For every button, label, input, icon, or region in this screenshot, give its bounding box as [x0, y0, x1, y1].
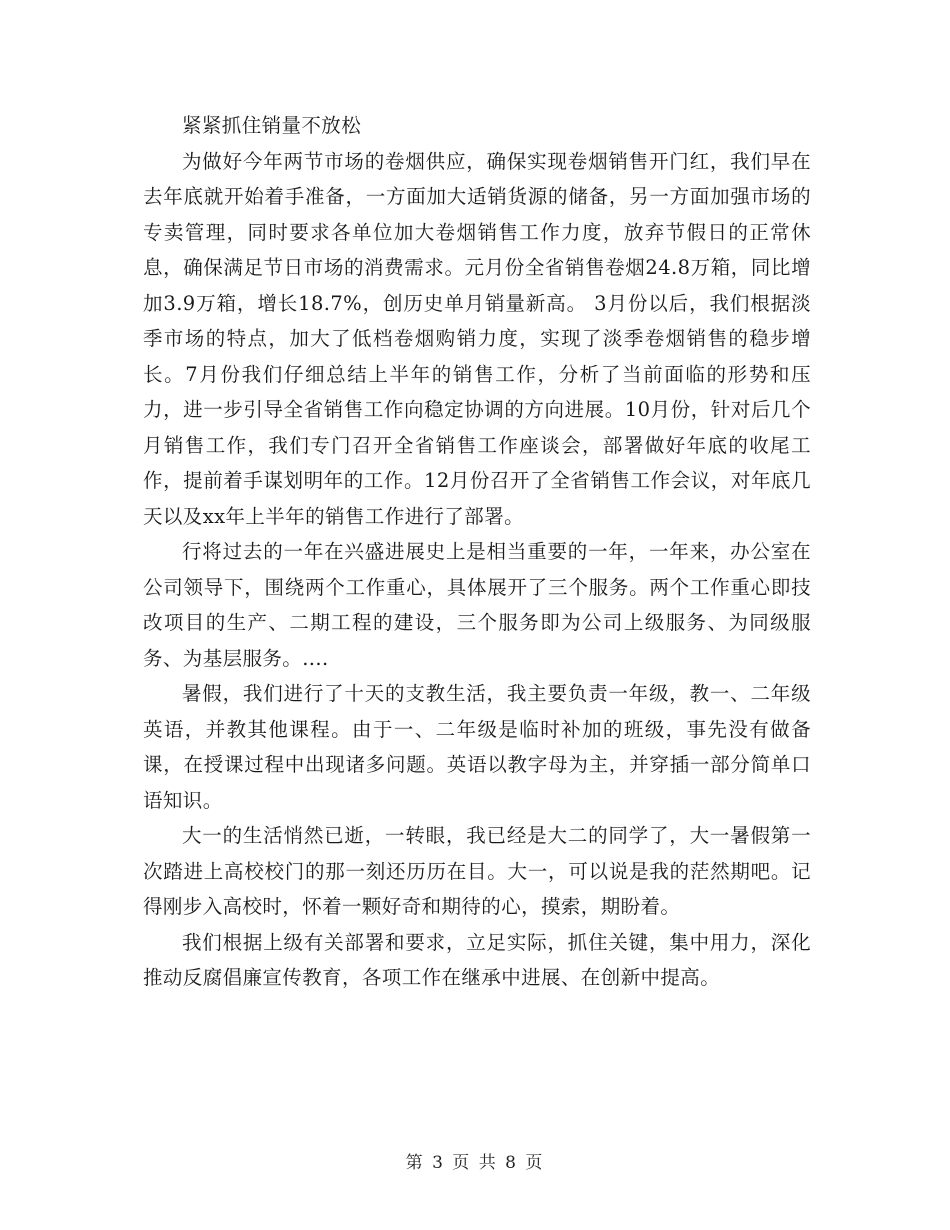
paragraph: 我们根据上级有关部署和要求，立足实际，抓住关键，集中用力，深化推动反腐倡廉宣传教育，各项工作在继承中进展、在创新中提高。 [143, 930, 811, 989]
paragraph: 大一的生活悄然已逝，一转眼，我已经是大二的同学了，大一暑假第一次踏进上高校校门的那一刻还历历在目。大一，可以说是我的茫然期吧。记得刚步入高校时，怀着一颗好奇和期待的心，摸索，期盼着。 [143, 824, 811, 918]
page-number-footer: 第 3 页 共 8 页 [405, 1153, 545, 1173]
paragraph: 暑假，我们进行了十天的支教生活，我主要负责一年级，教一、二年级英语，并教其他课程。由于一、二年级是临时补加的班级，事先没有做备课，在授课过程中出现诸多问题。英语以教字母为主，并穿插一部分简单口语知识。 [143, 682, 811, 812]
section-heading: 紧紧抓住销量不放松 [182, 114, 362, 137]
document-body [143, 108, 811, 996]
paragraph: 为做好今年两节市场的卷烟供应，确保实现卷烟销售开门红，我们早在去年底就开始着手准备，一方面加大适销货源的储备，另一方面加强市场的专卖管理，同时要求各单位加大卷烟销售工作力度，放弃节假日的正常休息，确保满足节日市场的消费需求。元月份全省销售卷烟24.8万箱，同比增加3.9万箱，增长18.7%，创历史单月销量新高。 3月份以后，我们根据淡季市场的特点，加大了低档卷烟购销力度，实现了淡季卷烟销售的稳步增长。7月份我们仔细总结上半年的销售工作，分析了当前面临的形势和压力，进一步引导全省销售工作向稳定协调的方向进展。10月份，针对后几个月销售工作，我们专门召开全省销售工作座谈会，部署做好年底的收尾工作，提前着手谋划明年的工作。12月份召开了全省销售工作会议，对年底几天以及xx年上半年的销售工作进行了部署。 [143, 149, 811, 528]
paragraph: 行将过去的一年在兴盛进展史上是相当重要的一年，一年来，办公室在公司领导下，围绕两个工作重心，具体展开了三个服务。两个工作重心即技改项目的生产、二期工程的建设，三个服务即为公司上级服务、为同级服务、为基层服务。.... [143, 540, 811, 670]
